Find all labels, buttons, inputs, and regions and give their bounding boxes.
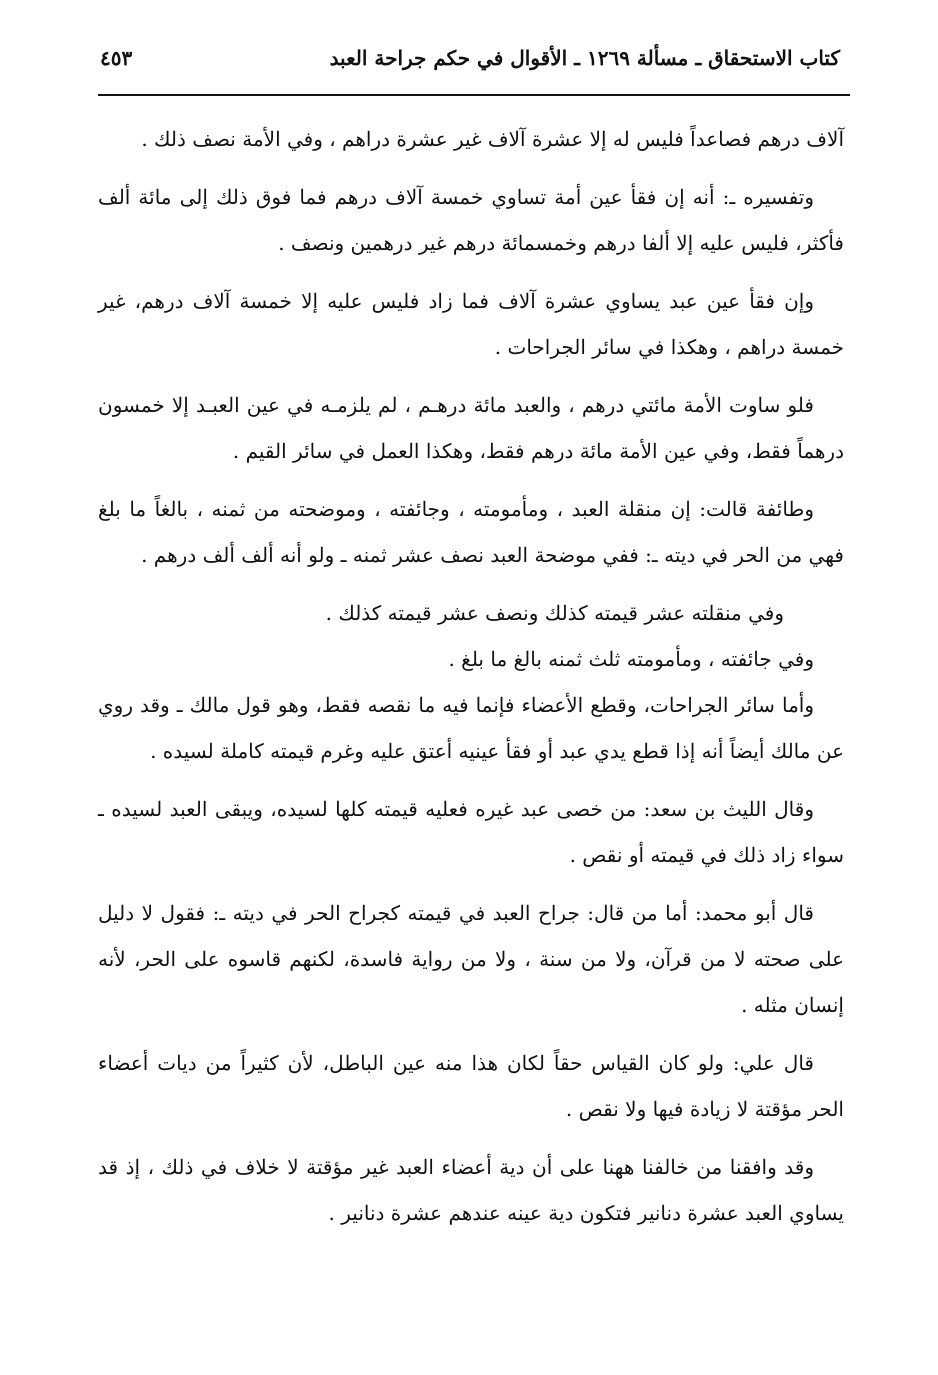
- paragraph: قال علي: ولو كان القياس حقاً لكان هذا منه عين الباطل، لأن كثيراً من ديات أعضاء الحر مؤقتة لا زيادة فيها ولا نقص .: [98, 1051, 844, 1121]
- running-title: كتاب الاستحقاق ـ مسألة ١٢٦٩ ـ الأقوال في حكم جراحة العبد: [329, 46, 840, 70]
- paragraph: وفي منقلته عشر قيمته كذلك ونصف عشر قيمته كذلك .: [325, 601, 784, 625]
- paragraph: وأما سائر الجراحات، وقطع الأعضاء فإنما فيه ما نقصه فقط، وهو قول مالك ـ وقد روي عن مالك أيضاً أنه إذا قطع يدي عبد أو فقأ عينيه أعتق عليه وغرم قيمته كاملة لسيده .: [98, 693, 844, 763]
- paragraph: وفي جائفته ، ومأمومته ثلث ثمنه بالغ ما بلغ .: [448, 647, 814, 671]
- page-number: ٤٥٣: [100, 46, 133, 70]
- paragraph: وقد وافقنا من خالفنا ههنا على أن دية أعضاء العبد غير مؤقتة لا خلاف في ذلك ، إذ قد يساوي العبد عشرة دنانير فتكون دية عينه عندهم عشرة دنانير .: [98, 1155, 844, 1225]
- paragraph: وتفسيره ـ: أنه إن فقأ عين أمة تساوي خمسة آلاف درهم فما فوق ذلك إلى مائة ألف فأكثر، فليس عليه إلا ألفا درهم وخمسمائة درهم غير درهمين ونصف .: [98, 185, 844, 255]
- paragraph: فلو ساوت الأمة مائتي درهم ، والعبد مائة درهـم ، لم يلزمـه في عين العبـد إلا خمسون درهماً فقط، وفي عين الأمة مائة درهم فقط، وهكذا العمل في سائر القيم .: [98, 393, 844, 463]
- paragraph: آلاف درهم فصاعداً فليس له إلا عشرة آلاف غير عشرة دراهم ، وفي الأمة نصف ذلك .: [141, 127, 844, 151]
- paragraph: وطائفة قالت: إن منقلة العبد ، ومأمومته ، وجائفته ، وموضحته من ثمنه ، بالغاً ما بلغ فهي من الحر في ديته ـ: ففي موضحة العبد نصف عشر ثمنه ـ ولو أنه ألف ألف درهم .: [98, 497, 844, 567]
- running-head: [100, 38, 840, 78]
- paragraph: قال أبو محمد: أما من قال: جراح العبد في قيمته كجراح الحر في ديته ـ: فقول لا دليل على صحته لا من قرآن، ولا من سنة ، ولا من رواية فاسدة، لكنهم قاسوه على الحر، لأنه إنسان مثله .: [98, 901, 844, 1017]
- paragraph: وقال الليث بن سعد: من خصى عبد غيره فعليه قيمته كلها لسيده، ويبقى العبد لسيده ـ سواء زاد ذلك في قيمته أو نقص .: [98, 797, 844, 867]
- body-text: [98, 116, 844, 1248]
- header-rule: [98, 94, 850, 96]
- paragraph: وإن فقأ عين عبد يساوي عشرة آلاف فما زاد فليس عليه إلا خمسة آلاف درهم، غير خمسة دراهم ، وهكذا في سائر الجراحات .: [98, 289, 844, 359]
